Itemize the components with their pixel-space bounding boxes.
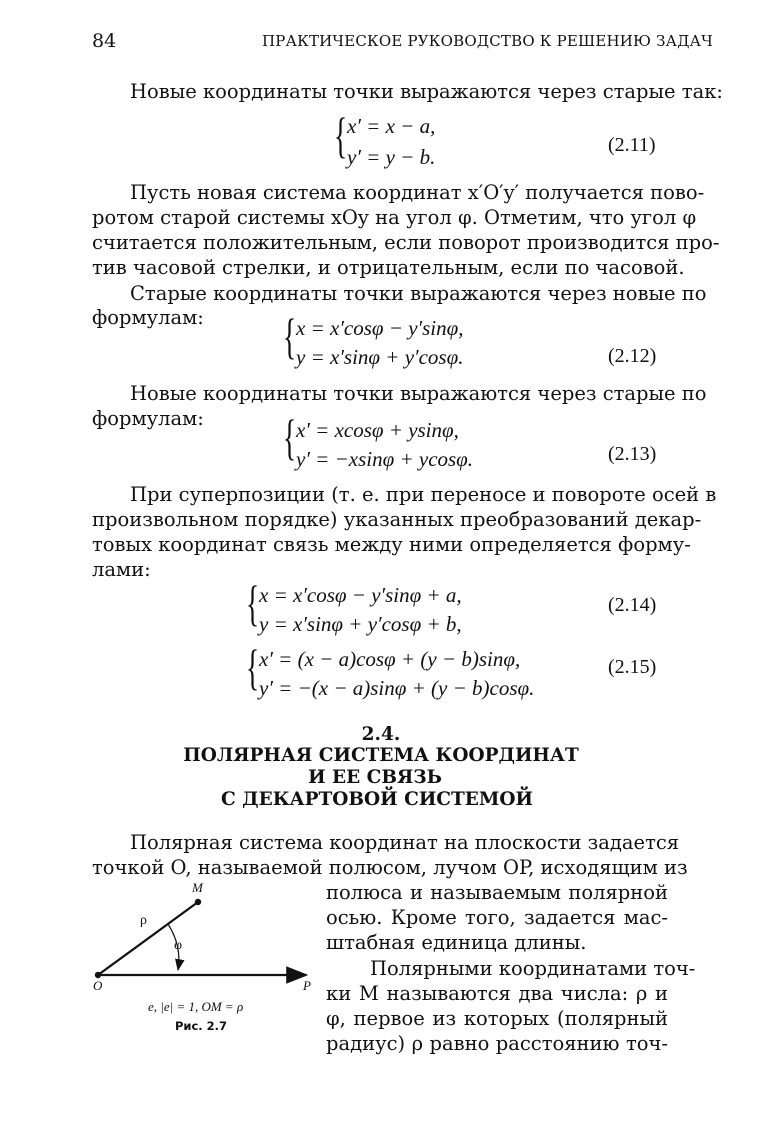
equation-2-14-line1: x = x′cosφ − y′sinφ + a, (259, 583, 462, 607)
section-number: 2.4. (361, 724, 401, 745)
polar-coordinates-figure (88, 880, 320, 990)
equation-brace: { (246, 639, 260, 695)
paragraph-line: тив часовой стрелки, и отрицательным, если по часовой. (92, 256, 685, 279)
equation-brace: { (283, 308, 297, 364)
paragraph-line: ротом старой системы xOy на угол φ. Отметим, что угол φ (92, 206, 697, 229)
figure-caption: Рис. 2.7 (175, 1019, 228, 1033)
polar-radius (98, 902, 198, 975)
running-title: ПРАКТИЧЕСКОЕ РУКОВОДСТВО К РЕШЕНИЮ ЗАДАЧ (262, 32, 713, 50)
label-rho: ρ (140, 913, 147, 928)
label-o: O (93, 978, 103, 993)
paragraph-line: точкой O, называемой полюсом, лучом OP, исходящим из (92, 856, 688, 879)
paragraph-line: радиус) ρ равно расстоянию точ- (326, 1032, 668, 1055)
paragraph-line: полюса и называемым полярной (326, 881, 668, 904)
equation-number: (2.12) (608, 345, 657, 367)
paragraph-line: Старые координаты точки выражаются через новые по (130, 282, 707, 305)
equation-brace: { (246, 575, 260, 631)
equation-2-15-line2: y′ = −(x − a)sinφ + (y − b)cosφ. (259, 676, 535, 700)
paragraph-line: формулам: (92, 407, 204, 430)
paragraph-line: произвольном порядке) указанных преобразований декар- (92, 508, 702, 531)
equation-2-13-line2: y′ = −xsinφ + ycosφ. (296, 447, 474, 471)
equation-2-13-line1: x′ = xcosφ + ysinφ, (296, 418, 459, 442)
paragraph-line: Полярными координатами точ- (370, 957, 696, 980)
equation-2-15-line1: x′ = (x − a)cosφ + (y − b)sinφ, (259, 647, 521, 671)
equation-2-12-line1: x = x′cosφ − y′sinφ, (296, 316, 464, 340)
paragraph-line: товых координат связь между ними определяется форму- (92, 533, 691, 556)
section-title-line2: И ЕЕ СВЯЗЬ (308, 767, 442, 788)
equation-brace: { (334, 107, 348, 163)
paragraph-line: Новые координаты точки выражаются через старые так: (130, 80, 723, 103)
label-p: P (303, 978, 311, 993)
equation-2-11-line2: y′ = y − b. (347, 145, 436, 169)
paragraph-line: При суперпозиции (т. е. при переносе и повороте осей в (130, 483, 717, 506)
paragraph-line: Новые координаты точки выражаются через старые по (130, 382, 707, 405)
equation-number: (2.11) (608, 134, 656, 156)
equation-brace: { (283, 409, 297, 465)
point-m (195, 899, 201, 905)
label-m: M (192, 880, 203, 895)
label-phi: φ (174, 938, 183, 953)
paragraph-line: штабная единица длины. (326, 931, 587, 954)
paragraph-line: Пусть новая система координат x′O′y′ получается пово- (130, 181, 705, 204)
equation-2-11-line1: x′ = x − a, (347, 114, 436, 138)
equation-number: (2.14) (608, 594, 657, 616)
equation-number: (2.15) (608, 656, 657, 678)
paragraph-line: считается положительным, если поворот производится про- (92, 231, 720, 254)
equation-2-14-line2: y = x′sinφ + y′cosφ + b, (259, 612, 462, 636)
equation-2-12-line2: y = x′sinφ + y′cosφ. (296, 345, 464, 369)
page-number: 84 (92, 30, 117, 52)
section-title-line1: ПОЛЯРНАЯ СИСТЕМА КООРДИНАТ (183, 745, 579, 766)
figure-caption-formula: e, |e| = 1, OM = ρ (148, 999, 244, 1014)
equation-number: (2.13) (608, 443, 657, 465)
paragraph-line: формулам: (92, 306, 204, 329)
paragraph-line: осью. Кроме того, задается мас- (326, 906, 668, 929)
paragraph-line: ки M называются два числа: ρ и (326, 982, 668, 1005)
paragraph-line: лами: (92, 558, 151, 581)
paragraph-line: φ, первое из которых (полярный (326, 1007, 668, 1030)
section-title-line3: С ДЕКАРТОВОЙ СИСТЕМОЙ (221, 789, 533, 810)
paragraph-line: Полярная система координат на плоскости задается (130, 831, 680, 854)
